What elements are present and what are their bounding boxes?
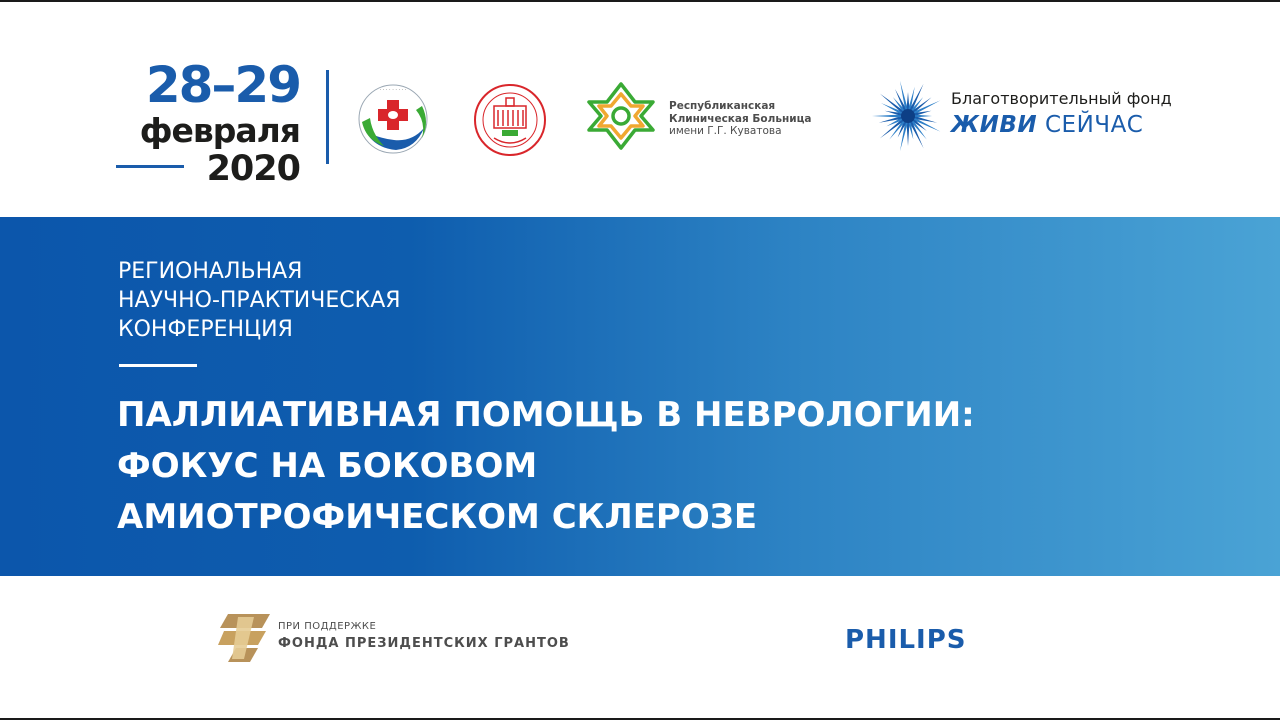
conference-type-line: НАУЧНО-ПРАКТИЧЕСКАЯ — [118, 288, 401, 313]
cornflower-icon — [872, 80, 944, 152]
hospital-name-line3: имени Г.Г. Куватова — [669, 125, 782, 137]
svg-text:· · · · · · · · ·: · · · · · · · · · — [379, 87, 407, 93]
date-month: февраля — [139, 111, 300, 150]
frame-top-border — [0, 0, 1280, 2]
hospital-ornament-icon — [585, 80, 657, 152]
grants-fund-name: ФОНДА ПРЕЗИДЕНТСКИХ ГРАНТОВ — [278, 636, 570, 651]
fund-title — [951, 110, 1172, 140]
conference-title-line: ФОКУС НА БОКОВОМ — [117, 446, 538, 486]
conference-title-line: ПАЛЛИАТИВНАЯ ПОМОЩЬ В НЕВРОЛОГИИ: — [117, 395, 975, 435]
banner-divider — [119, 364, 197, 367]
fund-title-bold: ЖИВИ — [951, 112, 1038, 138]
hospital-name — [669, 100, 819, 138]
hospital-name-line2: Клиническая Больница — [669, 112, 812, 125]
conference-type — [118, 257, 401, 344]
grants-fund-text — [278, 620, 570, 654]
hospital-name-line1: Республиканская — [669, 100, 776, 112]
conference-type-line: КОНФЕРЕНЦИЯ — [118, 317, 293, 342]
date-year: 2020 — [206, 149, 300, 189]
ministry-of-health-emblem-icon — [352, 82, 434, 156]
date-underline — [116, 165, 184, 168]
fund-title-light: СЕЙЧАС — [1045, 112, 1144, 138]
date-days: 28–29 — [145, 56, 300, 114]
fund-name — [951, 88, 1172, 140]
conference-type-line: РЕГИОНАЛЬНАЯ — [118, 259, 303, 284]
header-divider — [326, 70, 329, 164]
philips-logo: PHILIPS — [845, 625, 967, 655]
medical-university-seal-icon — [472, 82, 548, 158]
conference-title-line: АМИОТРОФИЧЕСКОМ СКЛЕРОЗЕ — [117, 497, 758, 537]
fund-label: Благотворительный фонд — [951, 89, 1172, 108]
conference-title — [117, 390, 975, 543]
event-date — [112, 58, 302, 188]
conference-banner — [0, 217, 1280, 576]
support-label: ПРИ ПОДДЕРЖКЕ — [278, 621, 377, 632]
presidential-grants-fund-icon — [218, 614, 270, 662]
